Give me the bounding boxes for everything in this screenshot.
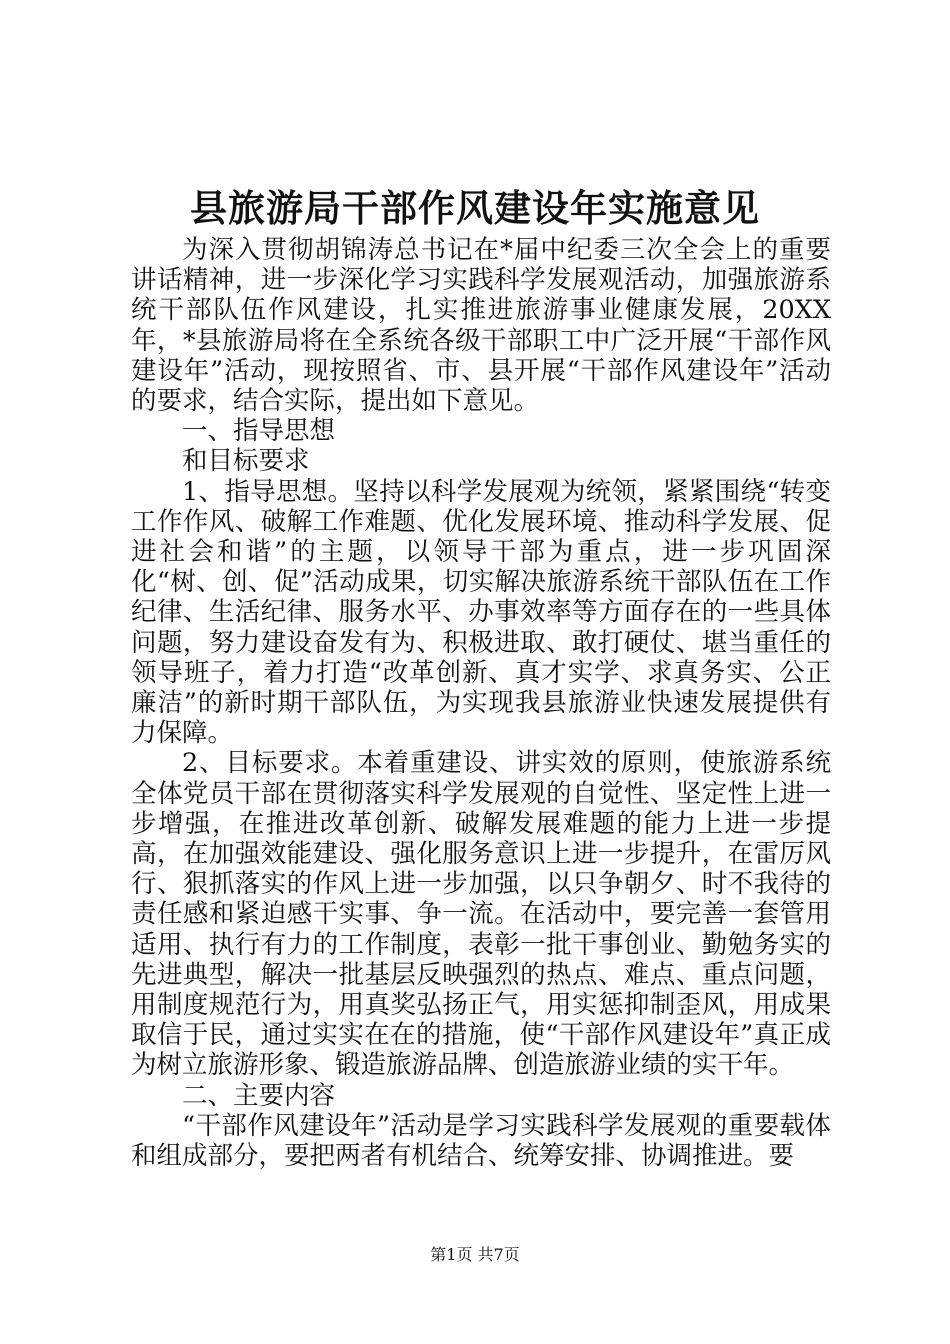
document-title: 县旅游局干部作风建设年实施意见	[190, 186, 760, 230]
page-indicator: 第1页 共7页	[430, 1245, 520, 1264]
section-2-heading: 二、主要内容	[182, 1080, 336, 1111]
document-body	[131, 235, 831, 1171]
guiding-ideology-paragraph: 1、指导思想。坚持以科学发展观为统领，紧紧围绕“转变工作作风、破解工作难题、优化发展环境、推动科学发展、促进社会和谐”的主题，以领导干部为重点，进一步巩固深化“树、创、促”活动成果，切实解决旅游系统干部队伍在工作纪律、生活纪律、服务水平、办事效率等方面存在的一些具体问题，努力建设奋发有为、积极进取、敢打硬仗、堪当重任的领导班子，着力打造“改革创新、真才实学、求真务实、公正廉洁”的新时期干部队伍，为实现我县旅游业快速发展提供有力保障。	[131, 476, 831, 749]
target-requirements-paragraph: 2、目标要求。本着重建设、讲实效的原则，使旅游系统全体党员干部在贯彻落实科学发展观的自觉性、坚定性上进一步增强，在推进改革创新、破解发展难题的能力上进一步提高，在加强效能建设、强化服务意识上进一步提升，在雷厉风行、狠抓落实的作风上进一步加强，以只争朝夕、时不我待的责任感和紧迫感干实事、争一流。在活动中，要完善一套管用适用、执行有力的工作制度，表彰一批干事创业、勤勉务实的先进典型，解决一批基层反映强烈的热点、难点、重点问题，用制度规范行为，用真奖弘扬正气，用实惩抑制歪风，用成果取信于民，通过实实在在的措施，使“干部作风建设年”真正成为树立旅游形象、锻造旅游品牌、创造旅游业绩的实干年。	[131, 748, 831, 1081]
intro-paragraph: 为深入贯彻胡锦涛总书记在*届中纪委三次全会上的重要讲话精神，进一步深化学习实践科学发展观活动，加强旅游系统干部队伍作风建设，扎实推进旅游事业健康发展，20XX年，*县旅游局将在全系统各级干部职工中广泛开展“干部作风建设年”活动，现按照省、市、县开展“干部作风建设年”活动的要求，结合实际，提出如下意见。	[131, 235, 831, 417]
section-1-heading-continued: 和目标要求	[182, 446, 310, 477]
main-content-paragraph: “干部作风建设年”活动是学习实践科学发展观的重要载体和组成部分，要把两者有机结合、统筹安排、协调推进。要	[131, 1110, 831, 1172]
section-1-heading: 一、指导思想	[182, 416, 336, 447]
